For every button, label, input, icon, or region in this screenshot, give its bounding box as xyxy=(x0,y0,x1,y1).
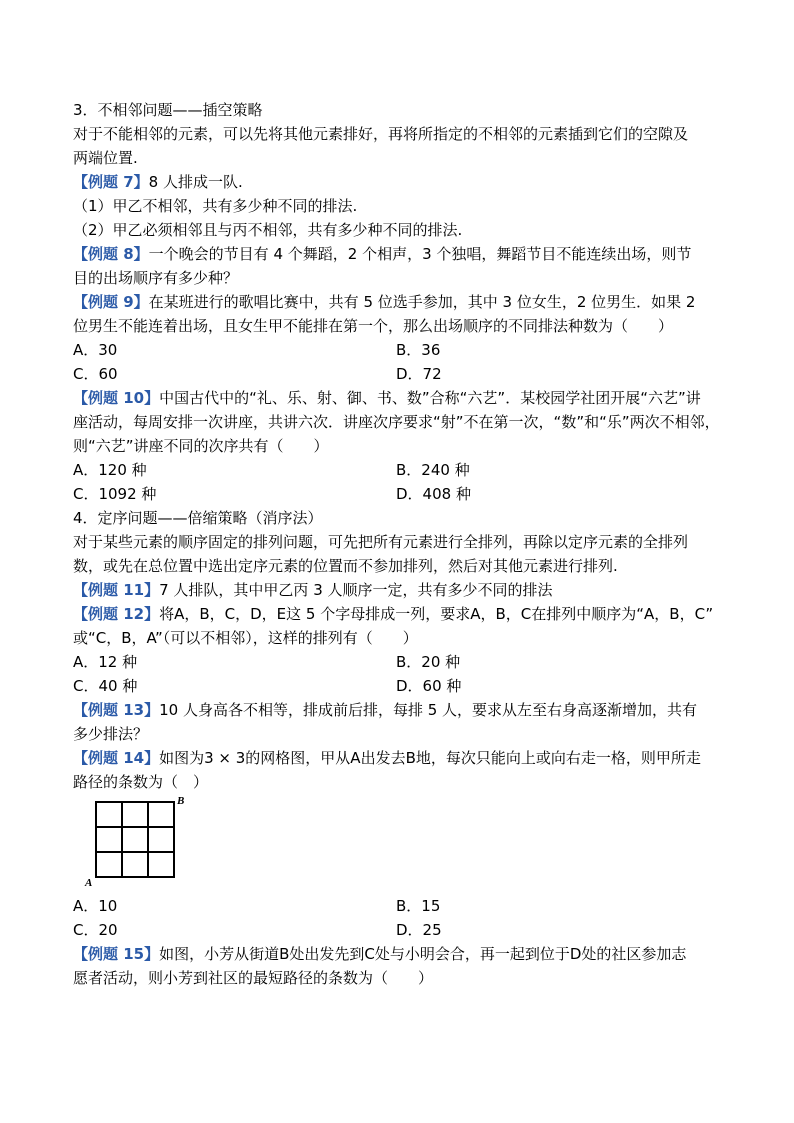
example-7-q1: （1）甲乙不相邻，共有多少种不同的排法. xyxy=(73,197,358,215)
example-12 xyxy=(73,604,713,624)
example-13-tag: 【例题 13】 xyxy=(73,701,160,719)
example-7-text: 8 人排成一队. xyxy=(148,173,243,191)
example-10-line3: 则“六艺”讲座不同的次序共有（ ） xyxy=(73,437,329,455)
section-4-title: 4．定序问题——倍缩策略（消序法） xyxy=(73,509,323,527)
example-12-option-d: D．60 种 xyxy=(396,677,462,695)
example-10-line2: 座活动，每周安排一次讲座，共讲六次．讲座次序要求“射”不在第一次，“数”和“乐”两次不相邻， xyxy=(73,413,720,431)
example-10-option-a: A．120 种 xyxy=(73,461,147,479)
section-4-desc-line1: 对于某些元素的顺序固定的排列问题，可先把所有元素进行全排列，再除以定序元素的全排列 xyxy=(73,533,689,551)
example-14-tag: 【例题 14】 xyxy=(73,749,160,767)
example-10-tag: 【例题 10】 xyxy=(73,389,160,407)
example-8-line1: 一个晚会的节目有 4 个舞蹈，2 个相声，3 个独唱，舞蹈节目不能连续出场，则节 xyxy=(148,245,692,263)
grid-lines xyxy=(96,802,174,877)
example-12-line1: 将A，B，C，D，E这 5 个字母排成一列，要求A，B，C在排列中顺序为“A，B，C” xyxy=(159,605,714,623)
example-13-line1: 10 人身高各不相等，排成前后排，每排 5 人，要求从左至右身高逐渐增加，共有 xyxy=(159,701,698,719)
example-14 xyxy=(73,748,701,768)
section-4-desc-line2: 数，或先在总位置中选出定序元素的位置而不参加排列，然后对其他元素进行排列. xyxy=(73,557,618,575)
section-3-title: 3．不相邻问题——插空策略 xyxy=(73,101,263,119)
example-9-option-d: D．72 xyxy=(396,365,442,383)
example-14-line2: 路径的条数为（ ） xyxy=(73,773,209,791)
grid-border xyxy=(96,802,174,877)
example-9-option-a: A．30 xyxy=(73,341,118,359)
example-8 xyxy=(73,244,691,264)
example-9-option-b: B．36 xyxy=(396,341,441,359)
example-15-line2: 愿者活动，则小芳到社区的最短路径的条数为（ ） xyxy=(73,969,434,987)
example-8-tag: 【例题 8】 xyxy=(73,245,149,263)
example-14-option-a: A．10 xyxy=(73,897,118,915)
example-10-option-b: B．240 种 xyxy=(396,461,470,479)
example-13-line2: 多少排法？ xyxy=(73,725,149,743)
grid-figure xyxy=(84,796,194,888)
example-9-line2: 位男生不能连着出场，且女生甲不能排在第一个，那么出场顺序的不同排法种数为（ ） xyxy=(73,317,674,335)
example-7-tag: 【例题 7】 xyxy=(73,173,149,191)
grid-label-a: A xyxy=(85,877,93,888)
example-9-tag: 【例题 9】 xyxy=(73,293,149,311)
section-3-desc-line1: 对于不能相邻的元素，可以先将其他元素排好，再将所指定的不相邻的元素插到它们的空隙及 xyxy=(73,125,689,143)
section-3-desc-line2: 两端位置. xyxy=(73,149,138,167)
example-15-tag: 【例题 15】 xyxy=(73,945,160,963)
example-7-q2: （2）甲乙必须相邻且与丙不相邻，共有多少种不同的排法. xyxy=(73,221,463,239)
example-10-line1: 中国古代中的“礼、乐、射、御、书、数”合称“六艺”．某校园学社团开展“六艺”讲 xyxy=(159,389,701,407)
example-10-option-c: C．1092 种 xyxy=(73,485,157,503)
example-13 xyxy=(73,700,697,720)
example-14-option-c: C．20 xyxy=(73,921,118,939)
example-11-tag: 【例题 11】 xyxy=(73,581,160,599)
example-15-line1: 如图，小芳从街道B处出发先到C处与小明会合，再一起到位于D处的社区参加志 xyxy=(159,945,687,963)
example-12-option-b: B．20 种 xyxy=(396,653,461,671)
grid-label-b: B xyxy=(177,796,185,807)
example-11-text: 7 人排队，其中甲乙丙 3 人顺序一定，共有多少不同的排法 xyxy=(159,581,553,599)
example-8-line2: 目的出场顺序有多少种？ xyxy=(73,269,239,287)
example-12-option-c: C．40 种 xyxy=(73,677,138,695)
example-15 xyxy=(73,944,686,964)
example-12-line2: 或“C，B，A”（可以不相邻），这样的排列有（ ） xyxy=(73,629,418,647)
example-9 xyxy=(73,292,695,312)
example-12-option-a: A．12 种 xyxy=(73,653,138,671)
example-9-option-c: C．60 xyxy=(73,365,118,383)
example-11 xyxy=(73,580,553,600)
example-12-tag: 【例题 12】 xyxy=(73,605,160,623)
example-14-option-b: B．15 xyxy=(396,897,441,915)
example-10 xyxy=(73,388,701,408)
example-10-option-d: D．408 种 xyxy=(396,485,471,503)
example-9-line1: 在某班进行的歌唱比赛中，共有 5 位选手参加，其中 3 位女生，2 位男生．如果 2 xyxy=(148,293,696,311)
example-14-option-d: D．25 xyxy=(396,921,442,939)
example-14-line1: 如图为3 × 3的网格图，甲从A出发去B地，每次只能向上或向右走一格，则甲所走 xyxy=(159,749,701,767)
example-7 xyxy=(73,172,243,192)
